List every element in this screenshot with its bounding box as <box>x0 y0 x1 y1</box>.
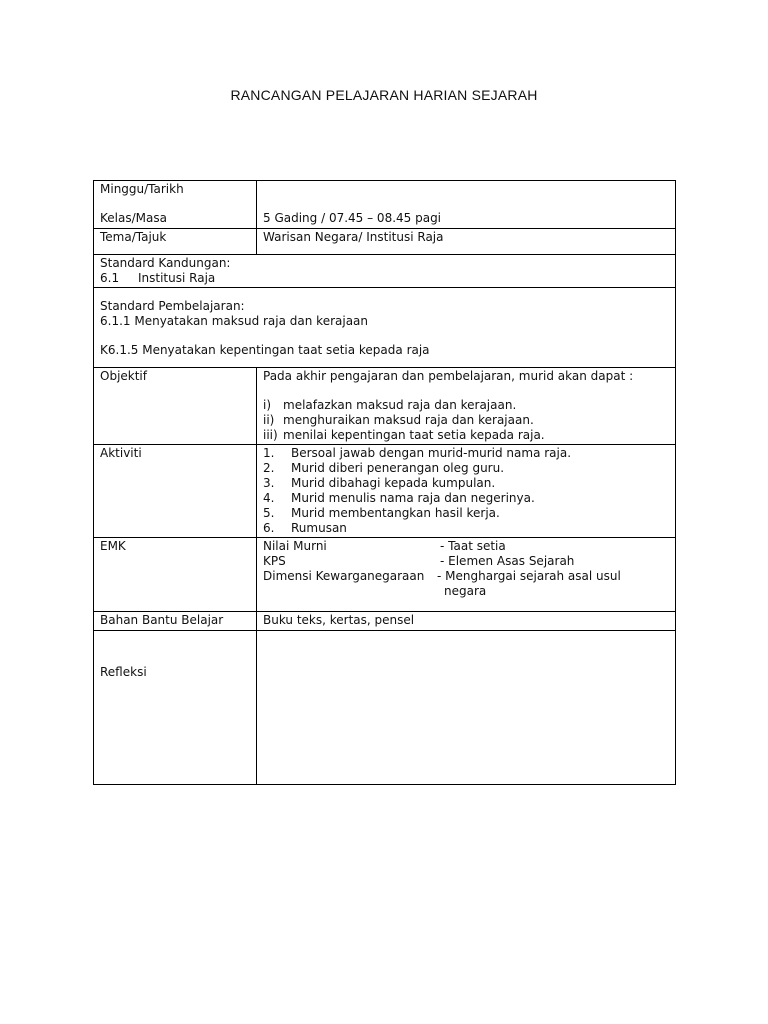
row-standard-pembelajaran <box>94 288 676 368</box>
aktiviti-item: 4. Murid menulis nama raja dan negerinya. <box>263 491 535 505</box>
cell-objektif <box>257 368 676 445</box>
aktiviti-item: 3. Murid dibahagi kepada kumpulan. <box>263 476 496 490</box>
kelas-label: Kelas/Masa <box>100 211 167 225</box>
aktiviti-item: 5. Murid membentangkan hasil kerja. <box>263 506 500 520</box>
objektif-label: Objektif <box>94 368 257 445</box>
refleksi-label: Refleksi <box>100 665 147 679</box>
sk-code: 6.1 <box>100 271 120 285</box>
sp-item-2: K6.1.5 Menyatakan kepentingan taat setia kepada raja <box>100 343 430 357</box>
emk-label: EMK <box>94 538 257 612</box>
lesson-plan-table <box>93 180 676 785</box>
row-tema <box>94 229 676 255</box>
sk-text: Institusi Raja <box>138 271 216 285</box>
tema-label: Tema/Tajuk <box>94 229 257 255</box>
kelas-value: 5 Gading / 07.45 – 08.45 pagi <box>263 211 442 225</box>
bbb-value: Buku teks, kertas, pensel <box>257 612 676 631</box>
row-bahan-bantu-belajar <box>94 612 676 631</box>
cell-minggu-kelas-label <box>94 181 257 229</box>
row-standard-kandungan <box>94 255 676 288</box>
minggu-label: Minggu/Tarikh <box>100 182 184 196</box>
objektif-item: iii) menilai kepentingan taat setia kepada raja. <box>263 428 545 442</box>
aktiviti-item: 6. Rumusan <box>263 521 347 535</box>
sp-label: Standard Pembelajaran: <box>100 299 245 313</box>
cell-refleksi-label <box>94 631 257 785</box>
cell-aktiviti <box>257 445 676 538</box>
cell-kelas-value <box>257 181 676 229</box>
cell-standard-kandungan <box>94 255 676 288</box>
objektif-item: i) melafazkan maksud raja dan kerajaan. <box>263 398 517 412</box>
emk-item: Dimensi Kewarganegaraan - Menghargai sejarah asal usul <box>263 569 621 583</box>
objektif-intro: Pada akhir pengajaran dan pembelajaran, murid akan dapat : <box>263 369 634 383</box>
emk-item: Nilai Murni - Taat setia <box>263 539 506 553</box>
bbb-label: Bahan Bantu Belajar <box>94 612 257 631</box>
cell-emk <box>257 538 676 612</box>
document-title: RANCANGAN PELAJARAN HARIAN SEJARAH <box>230 87 538 103</box>
row-objektif <box>94 368 676 445</box>
sk-label: Standard Kandungan: <box>100 256 231 270</box>
aktiviti-item: 1. Bersoal jawab dengan murid-murid nama raja. <box>263 446 572 460</box>
aktiviti-item: 2. Murid diberi penerangan oleg guru. <box>263 461 505 475</box>
tema-value: Warisan Negara/ Institusi Raja <box>257 229 676 255</box>
emk-continuation: negara <box>444 584 487 598</box>
cell-standard-pembelajaran <box>94 288 676 368</box>
emk-item: KPS - Elemen Asas Sejarah <box>263 554 575 568</box>
aktiviti-label: Aktiviti <box>94 445 257 538</box>
row-emk <box>94 538 676 612</box>
objektif-item: ii) menghuraikan maksud raja dan kerajaan. <box>263 413 534 427</box>
row-aktiviti <box>94 445 676 538</box>
row-refleksi <box>94 631 676 785</box>
sp-item-1: 6.1.1 Menyatakan maksud raja dan kerajaan <box>100 314 369 328</box>
row-minggu-kelas <box>94 181 676 229</box>
refleksi-value <box>257 631 676 785</box>
